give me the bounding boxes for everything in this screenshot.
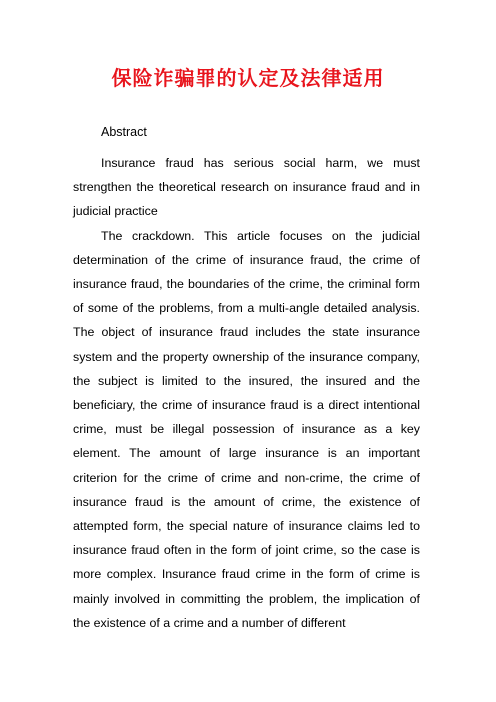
abstract-paragraph-1: Insurance fraud has serious social harm, we must strengthen the theoretical research on insurance fraud and in judicial practice bbox=[73, 156, 420, 219]
abstract-paragraph-2: The crackdown. This article focuses on the judicial determination of the crime of insurance fraud, the crime of insurance fraud, the boundaries of the crime, the criminal form of some of the problems, from a multi-angle detailed analysis. The object of insurance fraud includes the state insurance system and the property ownership of the insurance company, the subject is limited to the insured, the insured and the beneficiary, the crime of insurance fraud is a direct intentional crime, must be illegal possession of insurance as a key element. The amount of large insurance is an important criterion for the crime of crime and non-crime, the crime of insurance fraud is the amount of crime, the existence of attempted form, the special nature of insurance claims led to insurance fraud often in the form of joint crime, so the case is more complex. Insurance fraud crime in the form of crime is mainly involved in committing the problem, the implication of the existence of a crime and a number of different bbox=[73, 228, 420, 630]
abstract-heading: Abstract bbox=[101, 125, 147, 139]
abstract-body bbox=[73, 151, 420, 635]
document-title: 保险诈骗罪的认定及法律适用 bbox=[111, 66, 385, 90]
